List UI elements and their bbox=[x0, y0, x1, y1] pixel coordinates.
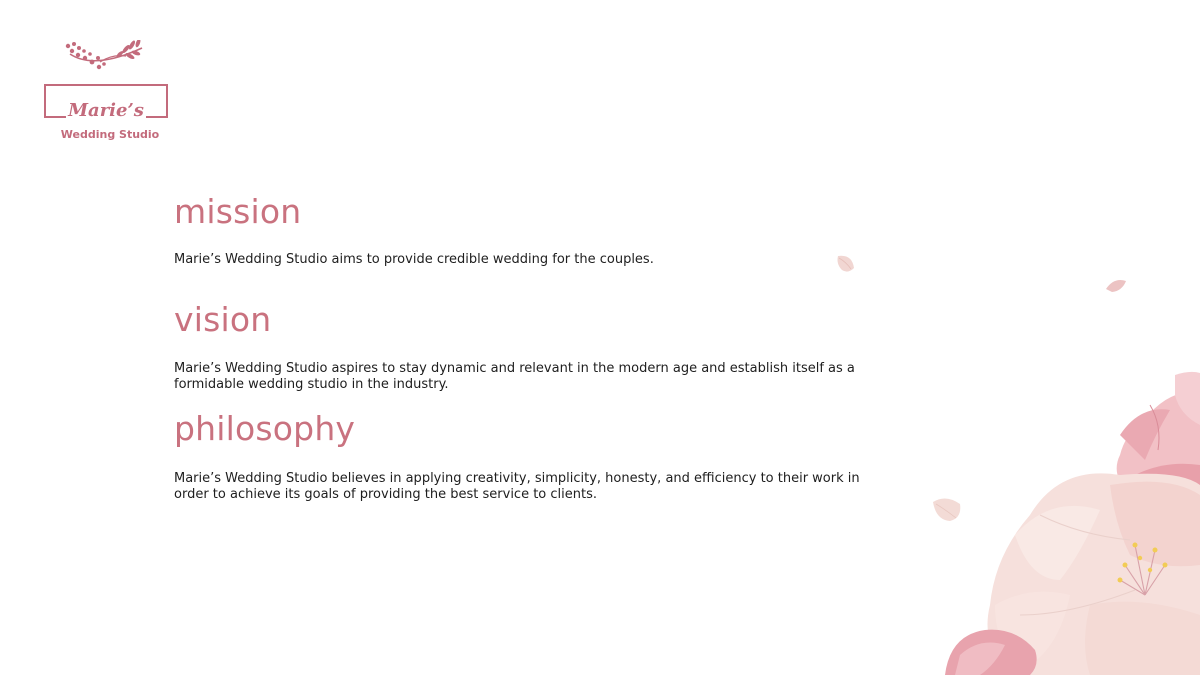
petal-icon bbox=[834, 252, 858, 276]
floral-branch-icon bbox=[64, 40, 148, 76]
logo-name: Marie’s bbox=[68, 100, 144, 121]
vision-text: Marie’s Wedding Studio aspires to stay dynamic and relevant in the modern age and establish itself as a formidable wedding studio in the industry. bbox=[174, 361, 855, 392]
mission-text: Marie’s Wedding Studio aims to provide credible wedding for the couples. bbox=[174, 252, 654, 267]
content-area bbox=[174, 190, 894, 503]
philosophy-title: philosophy bbox=[174, 409, 356, 448]
studio-logo bbox=[44, 40, 168, 146]
philosophy-section bbox=[174, 407, 894, 503]
cherry-blossom-illustration bbox=[940, 365, 1200, 675]
philosophy-text: Marie’s Wedding Studio believes in applying creativity, simplicity, honesty, and efficiency to their work in order to achieve its goals of providing the best service to clients. bbox=[174, 471, 860, 502]
mission-title: mission bbox=[174, 192, 302, 231]
mission-section bbox=[174, 190, 894, 268]
vision-title: vision bbox=[174, 300, 272, 339]
vision-section bbox=[174, 298, 894, 393]
logo-subtitle: Wedding Studio bbox=[60, 128, 160, 141]
petal-icon bbox=[1104, 277, 1128, 295]
